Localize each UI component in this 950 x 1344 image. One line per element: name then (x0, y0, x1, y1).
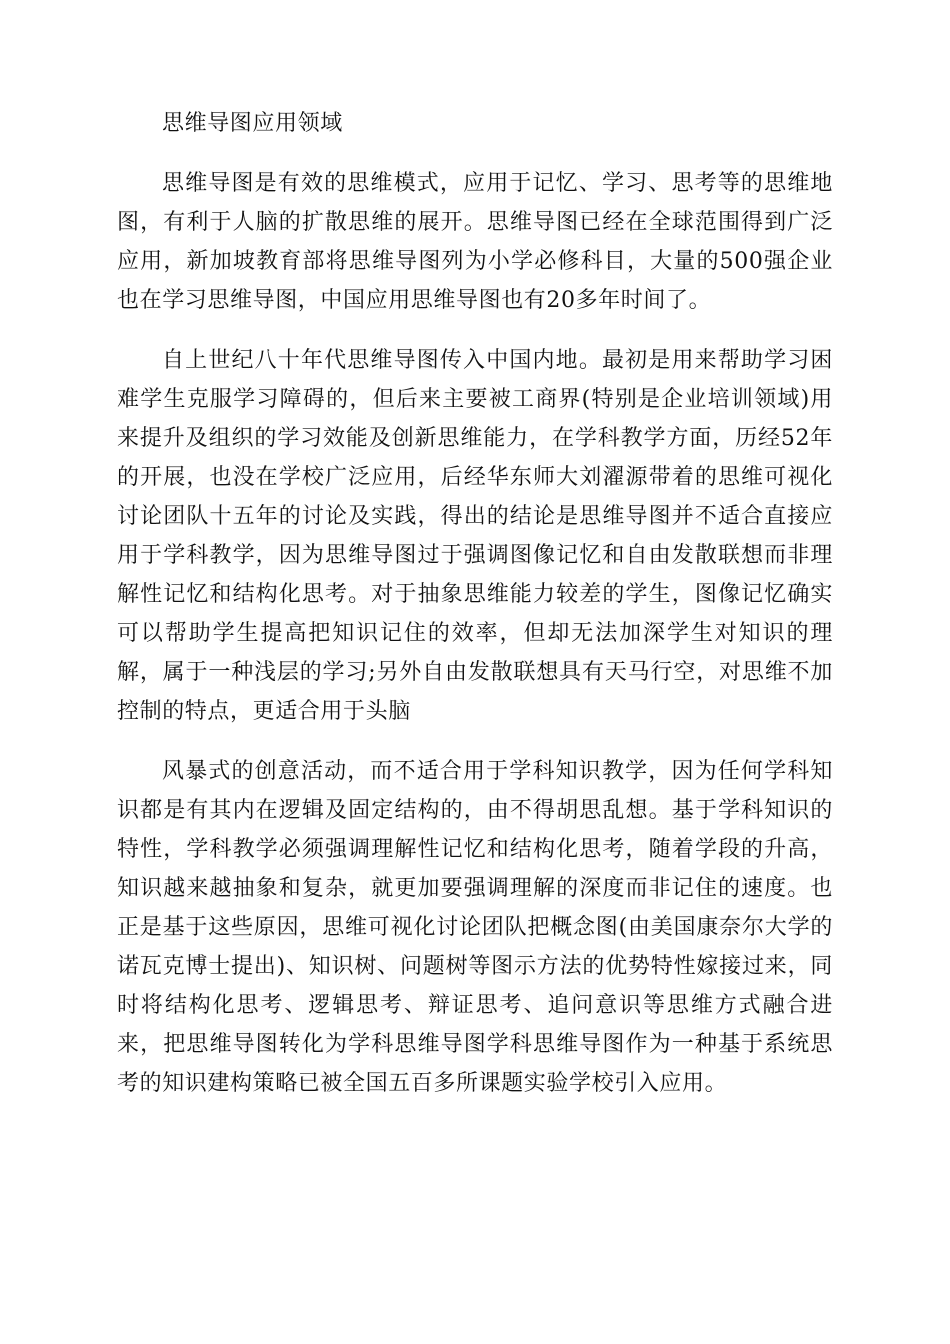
section-heading: 思维导图应用领域 (162, 111, 343, 136)
document-body (117, 104, 833, 1124)
paragraph-2: 自上世纪八十年代思维导图传入中国内地。最初是用来帮助学习困难学生克服学习障碍的，但后来主要被工商界(特别是企业培训领域)用来提升及组织的学习效能及创新思维能力，在学科教学方面，历经52年的开展，也没在学校广泛应用，后经华东师大刘濯源带着的思维可视化讨论团队十五年的讨论及实践，得出的结论是思维导图并不适合直接应用于学科教学，因为思维导图过于强调图像记忆和自由发散联想而非理解性记忆和结构化思考。对于抽象思维能力较差的学生，图像记忆确实可以帮助学生提高把知识记住的效率，但却无法加深学生对知识的理解，属于一种浅层的学习;另外自由发散联想具有天马行空，对思维不加控制的特点，更适合用于头脑 (117, 348, 833, 724)
paragraph-1: 思维导图是有效的思维模式，应用于记忆、学习、思考等的思维地图，有利于人脑的扩散思维的展开。思维导图已经在全球范围得到广泛应用，新加坡教育部将思维导图列为小学必修科目，大量的500强企业也在学习思维导图，中国应用思维导图也有20多年时间了。 (117, 171, 833, 313)
paragraph-3: 风暴式的创意活动，而不适合用于学科知识教学，因为任何学科知识都是有其内在逻辑及固定结构的，由不得胡思乱想。基于学科知识的特性，学科教学必须强调理解性记忆和结构化思考，随着学段的升高，知识越来越抽象和复杂，就更加要强调理解的深度而非记住的速度。也正是基于这些原因，思维可视化讨论团队把概念图(由美国康奈尔大学的诺瓦克博士提出)、知识树、问题树等图示方法的优势特性嫁接过来，同时将结构化思考、逻辑思考、辩证思考、追问意识等思维方式融合进来，把思维导图转化为学科思维导图学科思维导图作为一种基于系统思考的知识建构策略已被全国五百多所课题实验学校引入应用。 (117, 759, 833, 1096)
